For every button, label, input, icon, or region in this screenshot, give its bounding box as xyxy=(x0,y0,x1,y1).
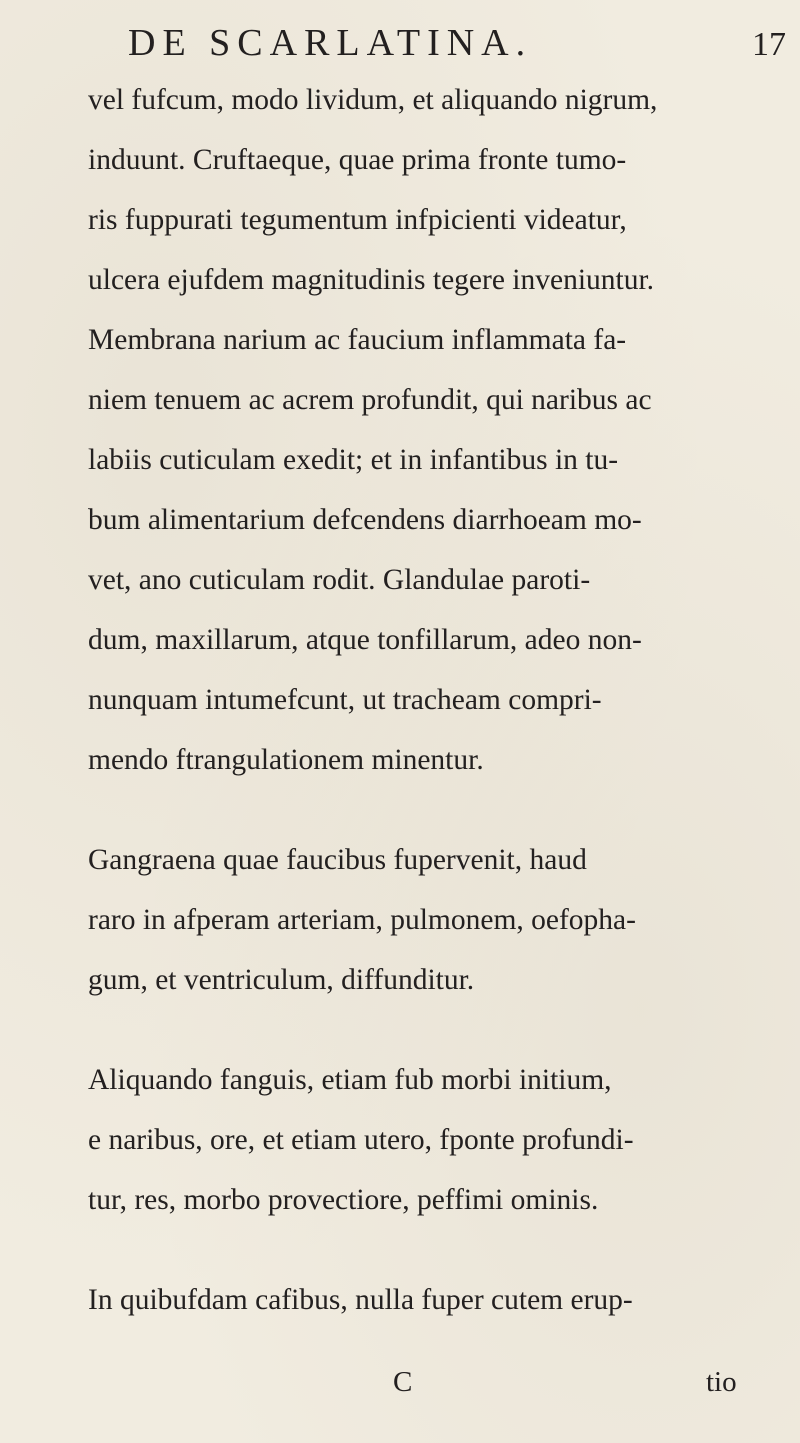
text-line: raro in afperam arteriam, pulmonem, oefopha- xyxy=(88,904,636,936)
paragraph-gap xyxy=(88,1230,774,1270)
text-line: dum, maxillarum, atque tonfillarum, adeo non- xyxy=(88,624,642,656)
paragraph xyxy=(88,830,774,1010)
running-title: DE SCARLATINA. xyxy=(128,22,533,64)
body-text xyxy=(88,70,774,1330)
text-line: bum alimentarium defcendens diarrhoeam mo- xyxy=(88,504,642,536)
catchword: tio xyxy=(706,1366,737,1398)
text-line: ulcera ejufdem magnitudinis tegere inveniuntur. xyxy=(88,264,655,296)
paragraph xyxy=(88,1050,774,1230)
text-line: mendo ftrangulationem minentur. xyxy=(88,744,484,776)
text-line: gum, et ventriculum, diffunditur. xyxy=(88,964,475,996)
text-line: vet, ano cuticulam rodit. Glandulae paroti- xyxy=(88,564,591,596)
text-line: tur, res, morbo provectiore, peffimi ominis. xyxy=(88,1184,599,1216)
text-line: nunquam intumefcunt, ut tracheam compri- xyxy=(88,684,602,716)
text-line: Aliquando fanguis, etiam fub morbi initium, xyxy=(88,1064,612,1096)
paragraph-gap xyxy=(88,1010,774,1050)
text-line: vel fufcum, modo lividum, et aliquando nigrum, xyxy=(88,84,658,116)
paragraph-gap xyxy=(88,790,774,830)
page-header xyxy=(0,18,800,68)
paragraph xyxy=(88,1270,774,1330)
page-footer xyxy=(0,1352,800,1412)
text-line: induunt. Cruftaeque, quae prima fronte tumo- xyxy=(88,144,627,176)
signature-mark: C xyxy=(393,1366,413,1398)
text-line: ris fuppurati tegumentum infpicienti videatur, xyxy=(88,204,627,236)
text-line: Gangraena quae faucibus fupervenit, haud xyxy=(88,844,587,876)
text-line: e naribus, ore, et etiam utero, fponte profundi- xyxy=(88,1124,634,1156)
page-number: 17 xyxy=(752,26,786,63)
text-line: In quibufdam cafibus, nulla fuper cutem erup- xyxy=(88,1284,633,1316)
text-line: niem tenuem ac acrem profundit, qui naribus ac xyxy=(88,384,652,416)
text-line: labiis cuticulam exedit; et in infantibus in tu- xyxy=(88,444,619,476)
paragraph xyxy=(88,70,774,790)
text-line: Membrana narium ac faucium inflammata fa- xyxy=(88,324,627,356)
